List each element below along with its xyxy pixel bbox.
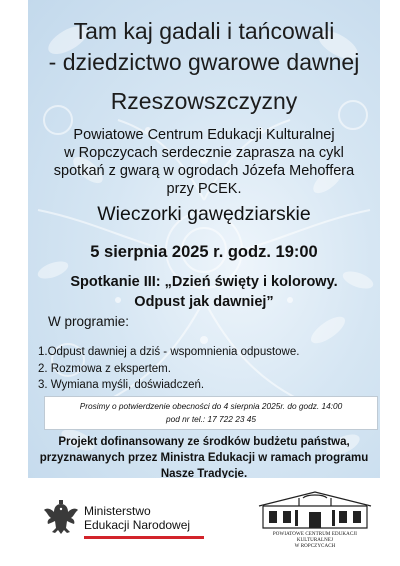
- confirmation-line-1: Prosimy o potwierdzenie obecności do 4 sierpnia 2025r. do godz. 14:00: [79, 401, 343, 411]
- program-item: 2. Rozmowa z ekspertem.: [38, 362, 171, 375]
- pcek-name: [255, 532, 375, 550]
- ministry-logo: [42, 498, 191, 538]
- pcek-building-icon: [255, 488, 375, 532]
- program-list: [38, 344, 299, 394]
- funding-line-1: Projekt dofinansowany ze środków budżetu państwa,: [58, 436, 350, 448]
- meeting-title-line-1: Spotkanie III: „Dzień święty i kolorowy.: [70, 274, 338, 290]
- meeting-title-line-2: Odpust jak dawniej”: [134, 294, 274, 310]
- eagle-emblem-icon: [42, 498, 80, 538]
- pcek-name-line-1: POWIATOWE CENTRUM EDUKACJI KULTURALNEJ: [272, 532, 358, 543]
- funding-line-2: przyznawanych przez Ministra Edukacji w ramach programu: [39, 452, 369, 464]
- intro-line-3: spotkań z gwarą w ogrodach Józefa Mehoffera: [53, 163, 355, 179]
- ministry-accent-line: [84, 536, 204, 539]
- poster-title-line-2: - dziedzictwo gwarowe dawnej: [48, 49, 360, 75]
- poster-title-line-1: Tam kaj gadali i tańcowali: [73, 18, 335, 44]
- ministry-name-line-1: Ministerstwo: [84, 504, 151, 518]
- confirmation-box: [44, 396, 378, 430]
- ministry-name: [84, 504, 190, 532]
- intro-line-2: w Ropczycach serdecznie zaprasza na cykl: [64, 145, 344, 161]
- program-label: W programie:: [48, 314, 130, 329]
- series-name: Wieczorki gawędziarskie: [97, 203, 311, 225]
- pcek-logo: [255, 488, 375, 554]
- event-date: 5 sierpnia 2025 r. godz. 19:00: [90, 243, 318, 261]
- poster-panel: [28, 0, 380, 478]
- intro-line-4: przy PCEK.: [166, 181, 242, 197]
- ministry-name-line-2: Edukacji Narodowej: [84, 518, 191, 532]
- poster-title-line-3: Rzeszowszczyzny: [110, 88, 298, 114]
- confirmation-phone: pod nr tel.: 17 722 23 45: [166, 414, 256, 424]
- pcek-name-line-2: W ROPCZYCACH: [294, 544, 336, 549]
- program-item: 3. Wymiana myśli, doświadczeń.: [38, 379, 205, 391]
- program-item: 1.Odpust dawniej a dziś - wspomnienia odpustowe.: [38, 346, 300, 358]
- intro-line-1: Powiatowe Centrum Edukacji Kulturalnej: [73, 127, 335, 143]
- funding-line-3: Nasze Tradycje.: [160, 468, 248, 478]
